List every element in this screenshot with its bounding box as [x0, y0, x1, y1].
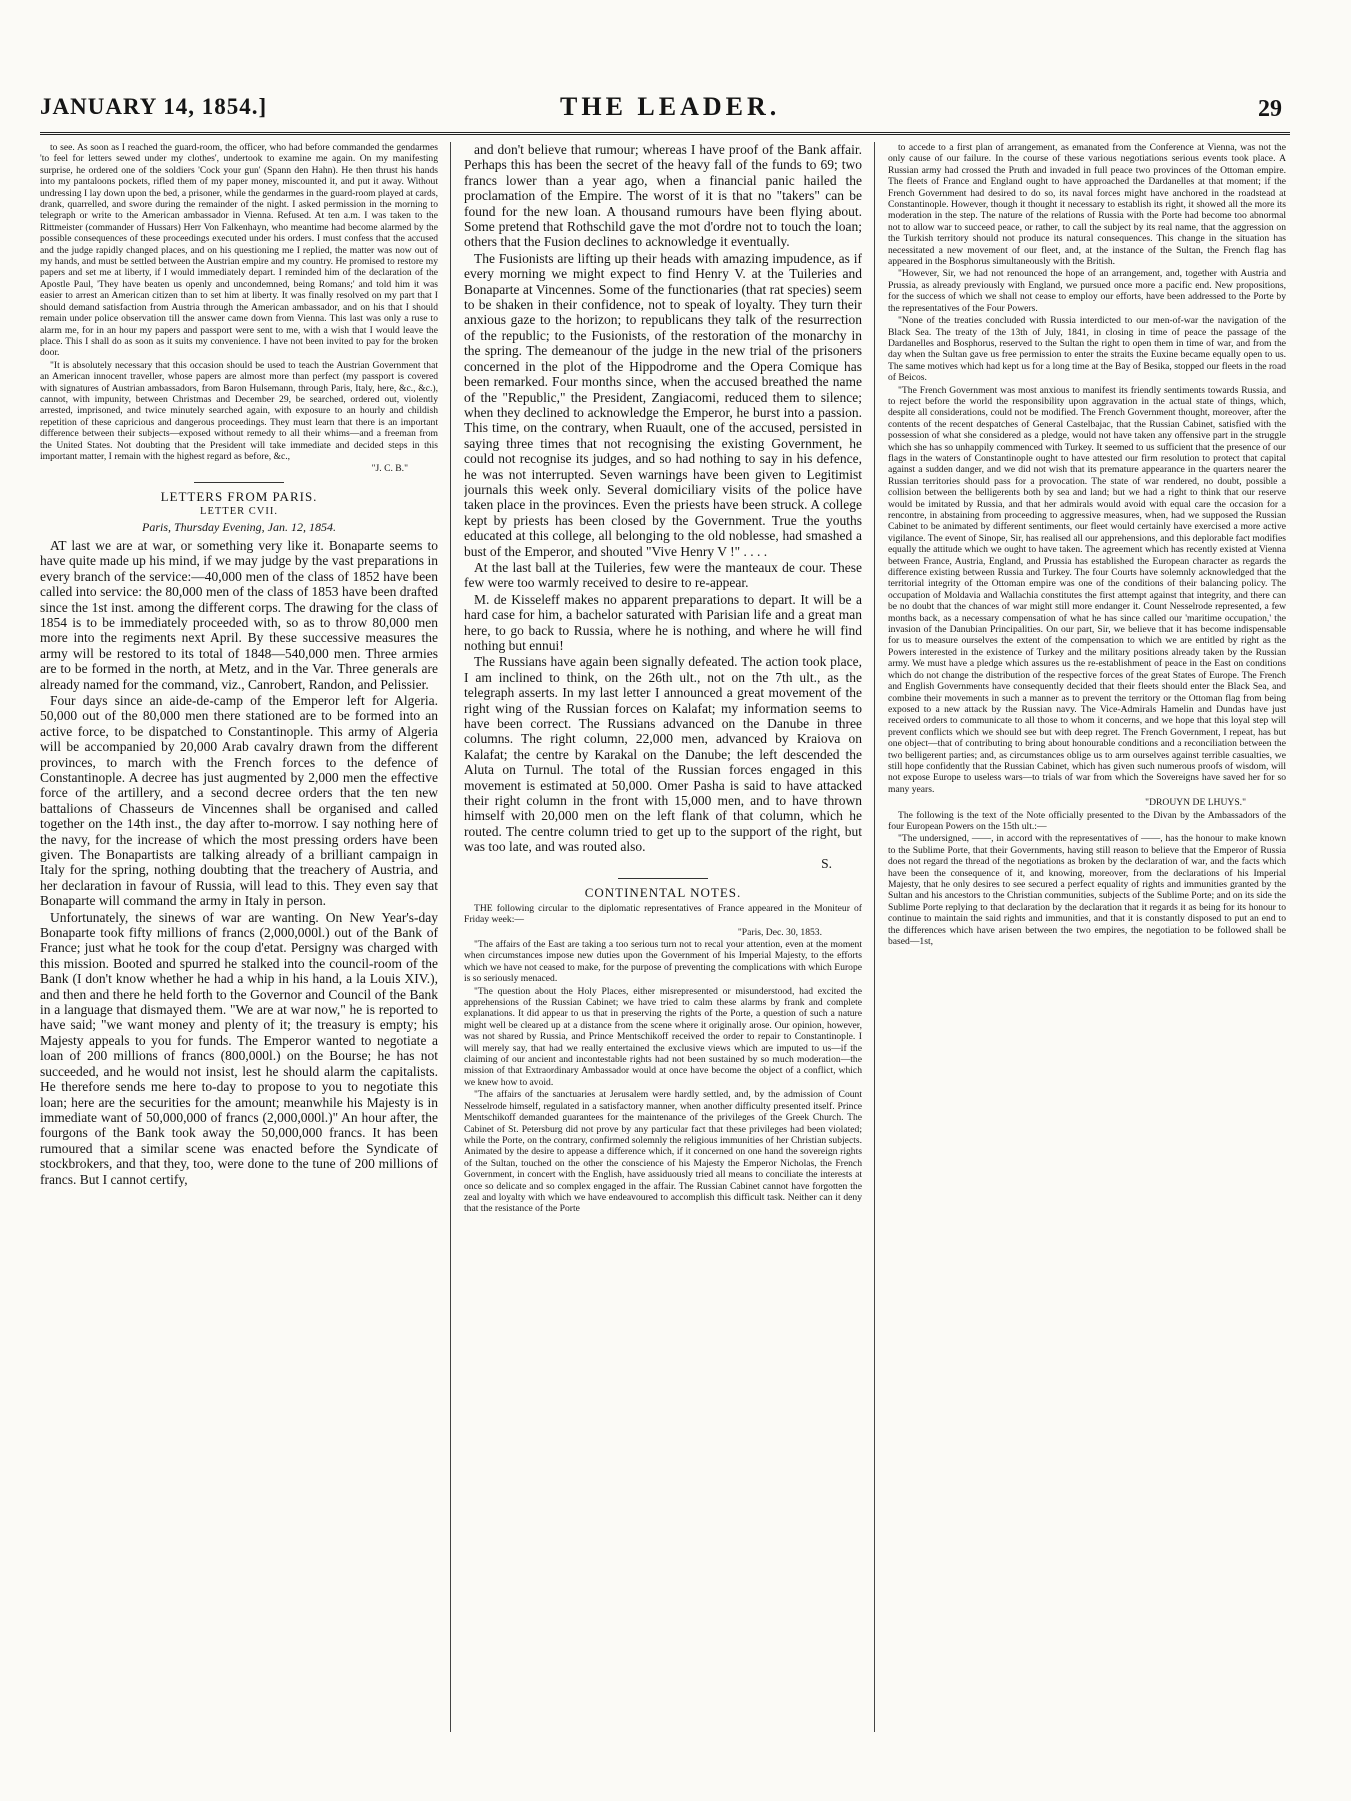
paragraph: "However, Sir, we had not renounced the hope of an arrangement, and, together with Austria and Prussia, as already previously with England, we pursued once more a pacific end. New propositions, for the success of which we shall not cease to employ our efforts, have been addressed to the Porte by the representatives of the Four Powers.: [888, 268, 1286, 314]
section-rule: [194, 482, 284, 483]
paragraph: The following is the text of the Note officially presented to the Divan by the Ambassadors of the four European Powers on the 15th ult.:—: [888, 809, 1286, 832]
newspaper-page: [28, 88, 1303, 1748]
dateline: Paris, Thursday Evening, Jan. 12, 1854.: [142, 520, 336, 535]
paragraph: "The question about the Holy Places, either misrepresented or misunderstood, had excited the apprehensions of the Russian Cabinet; we have tried to calm these alarms by frank and complete explanations. It did appear to us that in preserving the rights of the Porte, a question of such a nature might well be cleared up at a distance from the scene where it originally arose. Our opinion, however, was not shared by Russia, and Prince Mentschikoff received the order to repair to Constantinople. I will merely say, that had we really entertained the exclusive views which are imputed to us—if the claiming of our ancient and incontestable rights had not been sustained by so much moderation—the mission of that Extraordinary Ambassador would at once have become the object of a conflict, which we knew how to avoid.: [464, 985, 862, 1088]
masthead-rule: [40, 132, 1290, 135]
paragraph: Unfortunately, the sinews of war are wanting. On New Year's-day Bonaparte took fifty millions of francs (2,000,000l.) out of the Bank of France; just what he took for the coup d'etat. Persigny was charged with this mission. Booted and spurred he stalked into the council-room of the Bank (I don't know whether he had a whip in his hand, a la Louis XIV.), and then and there he held forth to the Governor and Council of the Bank in a language that dismayed them. "We are at war now," he is reported to have said; "we want money and plenty of it; the treasury is empty; his Majesty appeals to you for funds. The Emperor wanted to negotiate a loan of 200 millions of francs (800,000l.) on the Bourse; he has not succeeded, and he would not insist, lest he should alarm the capitalists. He therefore sends me here to-day to propose to you to negotiate this loan; here are the securities for the amount; meanwhile his Majesty is in immediate want of 50,000,000 of francs (2,000,000l.)" An hour after, the fourgons of the Bank took away the 50,000,000 francs. It has been rumoured that a similar scene was enacted before the Syndicate of stockbrokers, and that they, too, were done to the tune of 200 millions of francs. But I cannot certify,: [40, 909, 438, 1187]
paragraph: "It is absolutely necessary that this occasion should be used to teach the Austrian Government that an American innocent traveller, whose papers are almost more than perfect (my passport is covered with signatures of Austrian ambassadors, from Baron Hulsemann, through Paris, Italy, here, &c., &c.), cannot, with impunity, between Christmas and December 29, be searched, ordered out, violently arrested, imprisoned, and twice minutely searched again, with exposure to an hourly and childish repetition of these capricious and dangerous proceedings. They must learn that there is an important difference between their subjects—exposed without remedy to all their whims—and a freeman from the United States. Not doubting that the President will take immediate and decided steps in this important matter, I remain with the highest regard as before, &c.,: [40, 359, 438, 462]
paragraph: AT last we are at war, or something very like it. Bonaparte seems to have quite made up his mind, if we may judge by the vast preparations in every branch of the service:—40,000 men of the class of 1852 have been called into service: the 80,000 men of the class of 1853 have been drafted since the 1st inst. among the different corps. The drawing for the class of 1854 is to be immediately proceeded with, so as to throw 80,000 men more into the regiments next April. By these successive measures the army will be restored to its total of 1848—540,000 men. Three armies are to be formed in the north, at Metz, and in the Var. Three generals are already named for the command, viz., Canrobert, Randon, and Pelissier.: [40, 537, 438, 692]
paragraph: to accede to a first plan of arrangement, as emanated from the Conference at Vienna, was not the only cause of our failure. In the course of these various negotiations serious events took place. A Russian army had crossed the Pruth and invaded in full peace two provinces of the Ottoman empire. The fleets of France and England ought to have approached the Dardanelles at that moment; if the French Government had desired to do so, its naval forces might have anchored in the roadstead at Constantinople. However, though it thought it necessary to establish its right, it showed all the more its moderation in the step. The nature of the relations of Russia with the Porte had become too abnormal not to allow war to succeed peace, or rather, to call the subject by its real name, that the aggression on the Turkish territory should not produce its natural consequences. This change in the situation has necessitated a new movement of our fleet, and, at the instance of the Sultan, the French flag has appeared in the Bosphorus simultaneously with the British.: [888, 142, 1286, 268]
paragraph: Four days since an aide-de-camp of the Emperor left for Algeria. 50,000 out of the 80,000 men there stationed are to be formed into an active force, to be dispatched to Constantinople. This army of Algeria will be accompanied by 20,000 Arab cavalry drawn from the different provinces, to march with the French forces to the defence of Constantinople. A decree has just augmented by 2,000 men the effective force of the artillery, and a second decree orders that the ten new battalions of Chasseurs de Vincennes shall be organised and called together on the 14th inst., the day after to-morrow. I say nothing here of the navy, for the increase of which the most pressing orders have been given. The Bonapartists are talking already of a brilliant campaign in Italy for the spring, nothing doubting that the treachery of Austria, and her declaration in favour of Russia, will lead to this. They even say that Bonaparte will command the army in Italy in person.: [40, 692, 438, 909]
section-heading: CONTINENTAL NOTES.: [584, 885, 742, 901]
masthead: [40, 88, 1290, 134]
column-divider: [874, 142, 875, 1732]
circular-signature: "DROUYN DE LHUYS.": [1145, 797, 1246, 809]
page-number: 29: [1258, 96, 1282, 122]
paragraph: "None of the treaties concluded with Russia interdicted to our men-of-war the navigation of the Black Sea. The treaty of the 13th of July, 1841, in closing in time of peace the passage of the Dardanelles and Bosphorus, reserved to the Sultan the right to open them in time of war, and from the day when the Sultan gave us free permission to enter the straits the Euxine became equally open to us. The same motives which had kept us for a long time at the Bay of Besika, stopped our fleets in the road of Beicos.: [888, 315, 1286, 384]
paragraph: and don't believe that rumour; whereas I have proof of the Bank affair. Perhaps this has been the secret of the heavy fall of the funds to 69; two francs lower than a year ago, when a financial panic hailed the proclamation of the Empire. The worst of it is that no "takers" can be found for the new loan. A thousand rumours have been flying about. Some pretend that Rothschild gave the mot d'ordre not to touch the loan; others that the Fusion declines to acknowledge it eventually.: [464, 142, 862, 250]
paragraph: THE following circular to the diplomatic representatives of France appeared in the Moniteur of Friday week:—: [464, 902, 862, 926]
paragraph: "The French Government was most anxious to manifest its friendly sentiments towards Russia, and to reject before the world the responsibility upon aggravation in the actual state of things, which, despite all considerations, could not be modified. The French Government thought, moreover, after the contents of the recent despatches of General Castelbajac, that the Russian Cabinet, satisfied with the possession of what she considered as a pledge, would not have taken any offensive part in the struggle which she has so unhappily commenced with Turkey. It seemed to us sufficient that the presence of our flags in the waters of Constantinople ought to have attested our firm resolution to protect that capital against a sudden danger, and we did not wish that its premature appearance in the quarters nearer the Russian territories should pass for a provocation. The state of war rendered, no doubt, possible a collision between the belligerents both by sea and land; but we had a right to think that our reserve would be imitated by Russia, and that her admirals would avoid with equal care the occasion for a rencontre, in abstaining from proceeding to aggressive measures, when, had we supposed the Russian Cabinet to be animated by different sentiments, our fleet would certainly have exercised a more active vigilance. The event of Sinope, Sir, has realised all our apprehensions, and this deplorable fact modifies equally the attitude which we ought to have taken. The agreement which has recently existed at Vienna between France, Austria, England, and Prussia has established the European character as regards the difference existing between Russia and Turkey. The four Courts have solemnly acknowledged that the territorial integrity of the Ottoman empire was one of the conditions of their balancing policy. The occupation of Moldavia and Wallachia constitutes the first attempt against that integrity, and there can be no doubt that the chances of war might still more endanger it. Count Nesselrode represented, a few months back, as a necessary compensation of what he has since called our 'maritime occupation,' the invasion of the Danubian Principalities. On our part, Sir, we believe that it has become indispensable for us to measure ourselves the extent of the compensation to which we are entitled by right as the Powers interested in the existence of Turkey and the military positions already taken by the Russian army. We must have a pledge which assures us the re-establishment of peace in the East on conditions which do not change the distribution of the respective forces of the great States of Europe. The French and English Governments have consequently decided that their fleets should enter the Black Sea, and combine their movements in such a manner as to prevent the territory or the Ottoman flag from being exposed to a new attack by the Russian navy. The Vice-Admirals Hamelin and Dundas have just received orders to communicate to all those to whom it concerns, and we hope that this loyal step will prevent conflicts which we should see but with deep regret. The French Government, I repeat, has but one object—that of contributing to bring about honourable conditions and a reconciliation between the two belligerent parties; and, as circumstances oblige us to arm ourselves against terrible casualties, we still hope confidently that the Russian Cabinet, which has given such numerous proofs of wisdom, will not expose Europe to useless wars—to trials of war from which the Sovereigns have saved her for so many years.: [888, 384, 1286, 795]
paragraph: "The undersigned, ——, in accord with the representatives of ——, has the honour to make known to the Sublime Porte, that their Governments, having still reason to believe that the Emperor of Russia does not regard the thread of the negotiations as broken by the declaration of war, and the facts which have been the consequence of it, and knowing, moreover, from the declarations of his Imperial Majesty, that he only desires to see secured a perfect equality of rights and immunities granted by the Sultan and his ancestors to the Christian communities, subjects of the Sublime Porte; and on its side the Sublime Porte replying to that declaration by the declaration that it regards it as being for its honour to continue to maintain the said rights and immunities, and that it is constantly disposed to put an end to the differences which have arisen between the two empires, the negotiation to be followed shall be based—1st,: [888, 833, 1286, 948]
column-3: [888, 142, 1286, 1732]
paragraph: "The affairs of the sanctuaries at Jerusalem were hardly settled, and, by the admission of Count Nesselrode himself, regulated in a satisfactory manner, when another difficulty presented itself. Prince Mentschikoff demanded guarantees for the maintenance of the privileges of the Greek Church. The Cabinet of St. Petersburg did not prove by any particular fact that these privileges had been violated; while the Porte, on the contrary, confirmed solemnly the religious immunities of her Christian subjects. Animated by the desire to appease a difference which, if it concerned on one hand the sovereign rights of the Sultan, touched on the other the conscience of his Majesty the Emperor Nicholas, the French Government, in concert with the English, have assiduously tried all means to conciliate the interests at once so delicate and so complex engaged in the affair. The Russian Cabinet cannot have forgotten the zeal and loyalty with which we have endeavoured to accomplish this difficult task. Neither can it deny that the resistance of the Porte: [464, 1089, 862, 1215]
section-heading: LETTERS FROM PARIS.: [160, 488, 318, 504]
letter-signature: S.: [821, 855, 832, 871]
column-divider: [450, 142, 451, 1732]
letter-signature: "J. C. B.": [371, 463, 408, 475]
paragraph: "The affairs of the East are taking a too serious turn not to recal your attention, even at the moment when circumstances impose new duties upon the Government of his Imperial Majesty, to the efforts which we have not ceased to make, for the purpose of preventing the complications with which Europe is so seriously menaced.: [464, 939, 862, 985]
section-rule: [618, 878, 708, 879]
paragraph: At the last ball at the Tuileries, few were the manteaux de cour. These few were too warmly received to desire to re-appear.: [464, 559, 862, 591]
paragraph: The Fusionists are lifting up their heads with amazing impudence, as if every morning we might expect to find Henry V. at the Tuileries and Bonaparte at Vincennes. Some of the functionaries (that rat species) seem to be shaken in their confidence, not to speak of loyalty. They turn their anxious gaze to the horizon; to republicans they talk of the resurrection of the republic; to the Fusionists, of the restoration of the monarchy in the spring. The demeanour of the judge in the new trial of the prisoners concerned in the plot of the Hippodrome and the Opera Comique has been remarked. Four months since, when the accused breathed the name of the "Republic," the President, Zangiacomi, reduced them to silence; when they declined to acknowledge the Emperor, he burst into a passion. This time, on the contrary, when Ruault, one of the accused, persisted in saying three times that not recognising the existing Government, he could not recognise its judges, and so had nothing to say in his defence, he was not interrupted. Seven warnings have been given to Legitimist journals this week only. Several domiciliary visits of the police have taken place in the provinces. Even the priests have been struck. A college kept by priests has been closed by the Government. True the youths educated at this college, all belonging to the old noblesse, had smashed a bust of the Emperor, and shouted "Vive Henry V !" . . . .: [464, 250, 862, 559]
issue-date: JANUARY 14, 1854.]: [40, 94, 268, 119]
paragraph: The Russians have again been signally defeated. The action took place, I am inclined to think, on the 26th ult., not on the 7th ult., as the telegraph asserts. In my last letter I announced a great movement of the right wing of the Russian forces on Kalafat; my information seems to have been correct. The Russians advanced on the Danube in three columns. The right column, 22,000 men, advanced by Kraiova on Kalafat; the centre by Karakal on the Danube; the left descended the Aluta on Turnul. The total of the Russian forces engaged in this movement is estimated at 50,000. Omer Pasha is said to have attacked their right column in the front with 15,000 men, and to have thrown himself with 20,000 men on the left flank of that column, which he routed. The centre column tried to get up to the support of the right, but was too late, and was routed also.: [464, 654, 862, 855]
paragraph: to see. As soon as I reached the guard-room, the officer, who had before commanded the gendarmes 'to feel for letters sewed under my clothes', undertook to examine me again. On my manifesting surprise, he ordered one of the soldiers 'Cock your gun' (Spann den Hahn). He then thrust his hands into my pantaloons pockets, rifled them of my paper money, miscounted it, and put it away. Without undressing I lay down upon the bed, a prisoner, while the gendarmes in the guard-room played at cards, drank, quarrelled, and swore during the remainder of the night. I asked permission in the morning to telegraph or write to the American ambassador in Vienna. Refused. At ten a.m. I was taken to the Rittmeister (commander of Hussars) Herr Von Falkenhayn, who meantime had become alarmed by the possible consequences of these proceedings executed under his orders. I must confess that the accused and the judge rapidly changed places, and on his questioning me I replied, the matter was now out of my hands, and must be settled between the Austrian empire and my country. He promised to restore my papers and set me at liberty, if I would immediately depart. I reminded him of the declaration of the Apostle Paul, 'They have beaten us openly and uncondemned, being Romans;' and told him it was easier to arrest an American citizen than to set him at liberty. It was finally resolved on my part that I should demand satisfaction from Austria through the American ambassador, and on his that I should remain under police observation till the answer came down from Vienna. This last was only a ruse to alarm me, for in an hour my papers and passport were sent to me, with a wish that I would leave the place. This I shall do as soon as it suits my convenience. I have not been invited to pay for the broken door.: [40, 142, 438, 359]
column-1: [40, 142, 438, 1732]
dateline: "Paris, Dec. 30, 1853.: [737, 926, 822, 938]
newspaper-title: THE LEADER.: [560, 92, 781, 121]
paragraph: M. de Kisseleff makes no apparent preparations to depart. It will be a hard case for him, a bachelor saturated with Parisian life and a great man here, to go back to Russia, where he is nothing, and where he will find nothing but ennui!: [464, 591, 862, 653]
letter-number: LETTER CVII.: [200, 506, 278, 518]
column-2: [464, 142, 862, 1732]
